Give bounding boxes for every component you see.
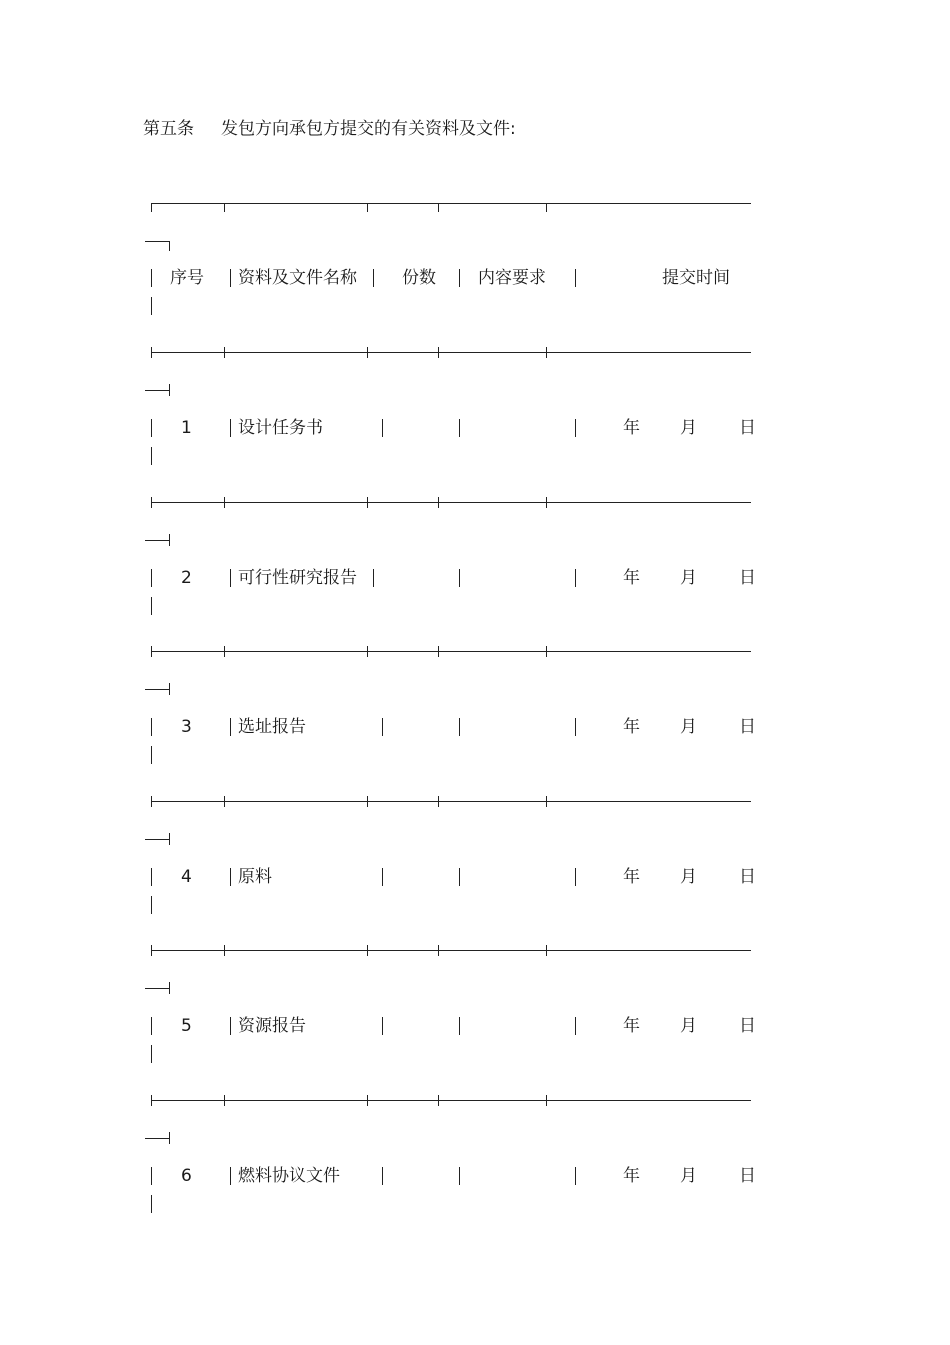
- row-day-label: 日: [739, 1165, 756, 1186]
- column-tick: [224, 796, 225, 807]
- column-tick: [438, 347, 439, 358]
- cell-divider: [230, 718, 231, 736]
- cell-divider: [575, 718, 576, 736]
- column-tick: [224, 646, 225, 657]
- row-separator: [151, 502, 751, 503]
- column-tick: [151, 646, 152, 657]
- row-day-label: 日: [739, 717, 756, 737]
- row-document-name: 燃料协议文件: [238, 1165, 340, 1186]
- row-document-name: 资源报告: [238, 1016, 306, 1036]
- column-tick: [546, 203, 547, 212]
- cell-divider: [230, 569, 231, 587]
- cell-divider: [230, 1017, 231, 1035]
- column-tick: [224, 945, 225, 956]
- column-tick: [367, 347, 368, 358]
- column-tick: [151, 796, 152, 807]
- row-end-bar: [151, 1195, 152, 1213]
- row-year-label: 年: [623, 1165, 640, 1186]
- row-year-label: 年: [623, 418, 640, 438]
- border-tail-dash: [145, 988, 169, 989]
- column-tick: [438, 646, 439, 657]
- column-tick: [224, 1095, 225, 1106]
- cell-divider: [575, 419, 576, 437]
- cell-divider: [575, 569, 576, 587]
- row-year-label: 年: [623, 567, 640, 588]
- column-tick: [546, 796, 547, 807]
- column-tick: [224, 497, 225, 508]
- border-tail-dash: [145, 390, 169, 391]
- column-tick: [367, 796, 368, 807]
- article-heading: 发包方向承包方提交的有关资料及文件:: [221, 119, 516, 139]
- row-end-bar: [151, 447, 152, 465]
- cell-divider: [575, 868, 576, 886]
- column-tick: [151, 497, 152, 508]
- table-top-border: [151, 203, 751, 204]
- column-tick: [151, 945, 152, 956]
- row-year-label: 年: [623, 1016, 640, 1036]
- cell-divider: [151, 419, 152, 437]
- cell-divider: [459, 569, 460, 587]
- cell-divider: [151, 868, 152, 886]
- cell-divider: [459, 269, 460, 287]
- column-tick: [151, 347, 152, 358]
- column-tick: [546, 347, 547, 358]
- row-separator: [151, 651, 751, 652]
- row-end-bar: [151, 746, 152, 764]
- header-number: 序号: [170, 268, 204, 288]
- row-month-label: 月: [680, 418, 697, 438]
- row-number: 2: [181, 567, 192, 588]
- column-tick: [151, 1095, 152, 1106]
- row-month-label: 月: [680, 567, 697, 588]
- row-number: 4: [181, 866, 192, 887]
- column-tick: [546, 1095, 547, 1106]
- border-tail-dash: [145, 689, 169, 690]
- border-tail-dash: [145, 241, 169, 242]
- row-document-name: 设计任务书: [238, 418, 323, 438]
- cell-divider: [151, 718, 152, 736]
- row-end-bar: [151, 1045, 152, 1063]
- cell-divider: [459, 1017, 460, 1035]
- cell-divider: [151, 569, 152, 587]
- column-tick: [438, 945, 439, 956]
- row-separator: [151, 352, 751, 353]
- cell-divider: [459, 1167, 460, 1185]
- column-tick: [367, 497, 368, 508]
- cell-divider: [459, 718, 460, 736]
- header-submit-time: 提交时间: [662, 268, 730, 288]
- cell-divider: [575, 269, 576, 287]
- border-tail-corner: [169, 241, 170, 251]
- cell-divider: [230, 419, 231, 437]
- row-month-label: 月: [680, 717, 697, 737]
- border-tail-corner: [169, 833, 170, 845]
- border-tail-corner: [169, 534, 170, 546]
- border-tail-dash: [145, 839, 169, 840]
- column-tick: [438, 203, 439, 212]
- row-document-name: 选址报告: [238, 717, 306, 737]
- cell-divider: [382, 868, 383, 886]
- row-day-label: 日: [739, 567, 756, 588]
- row-day-label: 日: [739, 866, 756, 887]
- cell-divider: [575, 1017, 576, 1035]
- cell-divider: [382, 1017, 383, 1035]
- cell-divider: [575, 1167, 576, 1185]
- cell-divider: [373, 569, 374, 587]
- column-tick: [367, 646, 368, 657]
- header-copies: 份数: [402, 268, 436, 288]
- column-tick: [438, 796, 439, 807]
- cell-divider: [373, 269, 374, 287]
- cell-divider: [151, 1017, 152, 1035]
- cell-divider: [151, 1167, 152, 1185]
- row-day-label: 日: [739, 1016, 756, 1036]
- column-tick: [546, 497, 547, 508]
- cell-divider: [230, 868, 231, 886]
- row-number: 3: [181, 717, 192, 737]
- row-number: 6: [181, 1165, 192, 1186]
- row-number: 5: [181, 1016, 192, 1036]
- column-tick: [546, 945, 547, 956]
- border-tail-corner: [169, 384, 170, 396]
- column-tick: [367, 203, 368, 212]
- column-tick: [224, 347, 225, 358]
- cell-divider: [151, 269, 152, 287]
- row-end-bar: [151, 297, 152, 315]
- row-end-bar: [151, 896, 152, 914]
- row-document-name: 原料: [238, 866, 272, 887]
- row-month-label: 月: [680, 1016, 697, 1036]
- column-tick: [367, 1095, 368, 1106]
- row-year-label: 年: [623, 717, 640, 737]
- row-document-name: 可行性研究报告: [238, 567, 357, 588]
- column-tick: [438, 1095, 439, 1106]
- cell-divider: [459, 868, 460, 886]
- row-separator: [151, 1100, 751, 1101]
- cell-divider: [382, 718, 383, 736]
- row-separator: [151, 801, 751, 802]
- border-tail-corner: [169, 683, 170, 695]
- header-requirements: 内容要求: [478, 268, 546, 288]
- header-name: 资料及文件名称: [238, 268, 357, 288]
- column-tick: [224, 203, 225, 212]
- cell-divider: [459, 419, 460, 437]
- row-year-label: 年: [623, 866, 640, 887]
- border-tail-corner: [169, 982, 170, 994]
- row-end-bar: [151, 597, 152, 615]
- border-tail-dash: [145, 540, 169, 541]
- column-tick: [367, 945, 368, 956]
- row-day-label: 日: [739, 418, 756, 438]
- cell-divider: [382, 419, 383, 437]
- row-month-label: 月: [680, 1165, 697, 1186]
- border-tail-corner: [169, 1132, 170, 1144]
- row-number: 1: [181, 418, 192, 438]
- cell-divider: [382, 1167, 383, 1185]
- cell-divider: [230, 269, 231, 287]
- column-tick: [438, 497, 439, 508]
- cell-divider: [230, 1167, 231, 1185]
- column-tick: [151, 203, 152, 212]
- column-tick: [546, 646, 547, 657]
- row-month-label: 月: [680, 866, 697, 887]
- row-separator: [151, 950, 751, 951]
- border-tail-dash: [145, 1138, 169, 1139]
- article-number: 第五条: [143, 119, 194, 139]
